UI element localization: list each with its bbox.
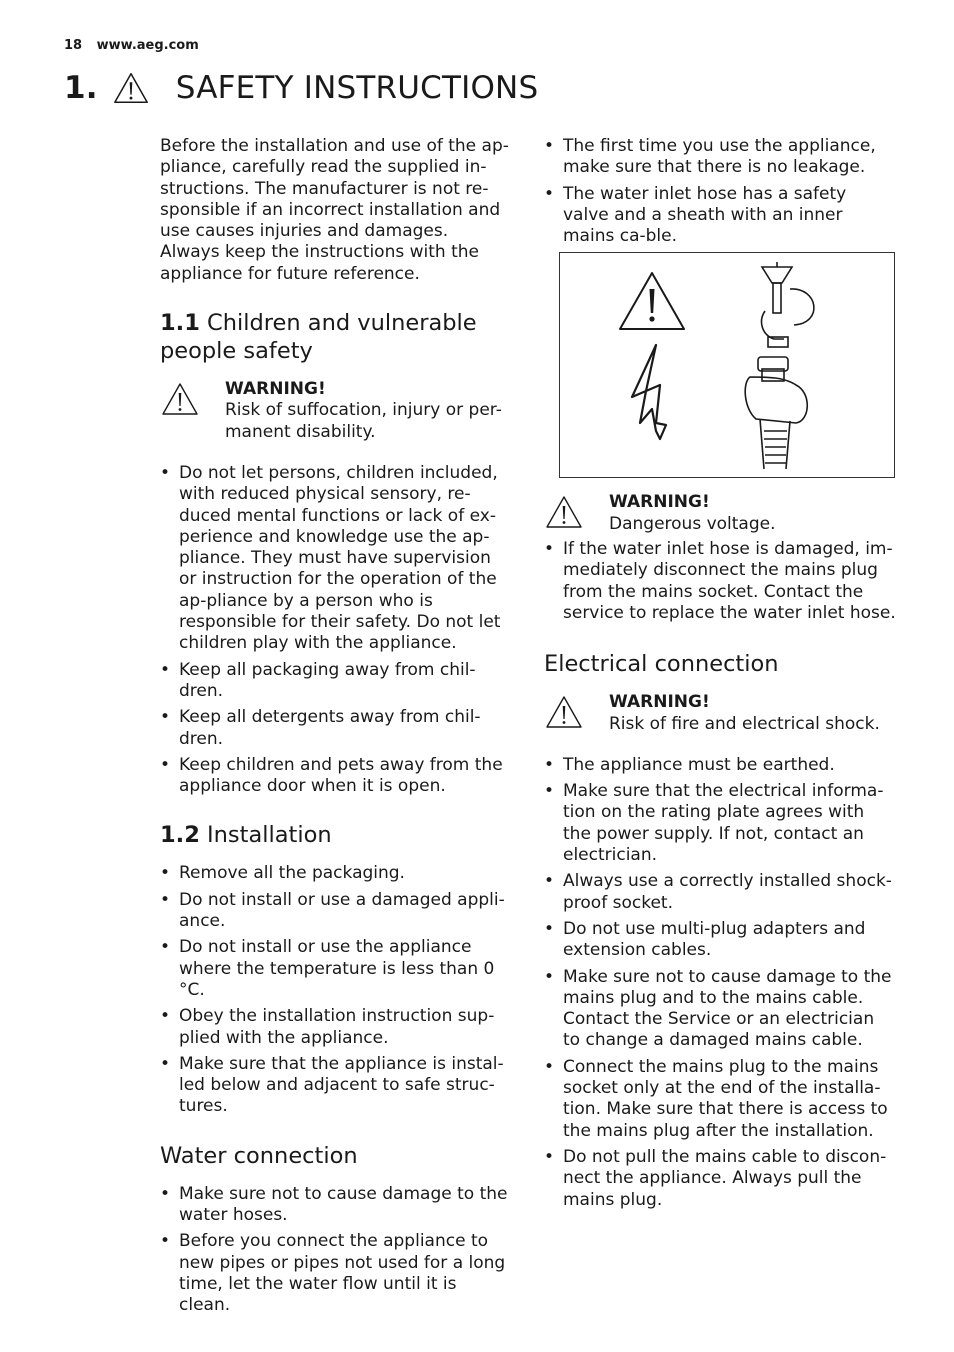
water-tap-icon (762, 262, 814, 347)
section-installation-heading (160, 821, 512, 849)
warning-title: WARNING! (609, 692, 710, 713)
children-list (160, 463, 512, 797)
warning-title: WARNING! (225, 379, 326, 400)
warning-text: Risk of fire and electrical shock. (609, 713, 880, 734)
safety-valve-hose-icon (745, 357, 807, 469)
list-item: • If the water inlet hose is damaged, im-mediately disconnect the mains plug from the mains socket. Contact the service to replace the water inlet hose. (544, 539, 896, 624)
warning-content (609, 492, 776, 535)
warning-triangle-icon (544, 494, 584, 530)
water-list-left (160, 1184, 512, 1317)
warning-block-voltage (544, 492, 896, 535)
list-item: • Do not install or use a damaged appli-ance. (160, 890, 512, 933)
list-item: • Do not use multi-plug adapters and extension cables. (544, 919, 896, 962)
list-item: • Obey the installation instruction sup-plied with the appliance. (160, 1006, 512, 1049)
section-electrical-heading: Electrical connection (544, 651, 779, 678)
warning-title: WARNING! (609, 492, 710, 513)
list-item: • Make sure that the electrical informa-tion on the rating plate agrees with the power supply. If not, contact an electrician. (544, 781, 896, 866)
list-item: • Connect the mains plug to the mains socket only at the end of the installa-tion. Make sure that there is access to the mains plug after the installation. (544, 1057, 896, 1142)
list-item: • Always use a correctly installed shock-proof socket. (544, 871, 896, 914)
warning-triangle-icon (620, 273, 684, 329)
warning-block-fire (544, 692, 896, 735)
warning-triangle-icon (112, 70, 150, 106)
list-item: • Make sure that the appliance is instal-led below and adjacent to safe struc-tures. (160, 1054, 512, 1118)
left-column (160, 136, 512, 1340)
water-list-after (544, 539, 896, 624)
section-number: 1.2 (160, 822, 200, 849)
installation-list (160, 863, 512, 1117)
list-item: • Before you connect the appliance to new pipes or pipes not used for a long time, let the water flow until it is clean. (160, 1231, 512, 1316)
list-item: • Keep all packaging away from chil-dren. (160, 660, 512, 703)
warning-block-suffocation (160, 379, 512, 443)
safety-valve-figure (559, 252, 895, 478)
warning-triangle-icon (160, 381, 200, 417)
intro-paragraph: Before the installation and use of the ap-pliance, carefully read the supplied in-structions. The manufacturer is not re-sponsible if an incorrect installation and use causes injuries and damages. Always keep the instructions with the appliance for future reference. (160, 136, 509, 284)
page-number: 18 (64, 38, 83, 53)
figure-illustration (560, 253, 894, 477)
list-item: • Keep children and pets away from the appliance door when it is open. (160, 755, 512, 798)
list-item: • Do not install or use the appliance where the temperature is less than 0 °C. (160, 937, 512, 1001)
page-title (64, 68, 538, 108)
section-water-heading: Water connection (160, 1142, 358, 1169)
warning-text: Risk of suffocation, injury or per-manent disability. (225, 400, 502, 442)
title-number: 1. (64, 70, 98, 106)
section-children-heading (160, 309, 512, 365)
section-title: Children and vulnerable people safety (160, 310, 477, 365)
warning-triangle-icon (544, 694, 584, 730)
title-text: SAFETY INSTRUCTIONS (175, 70, 539, 106)
list-item: • The water inlet hose has a safety valve and a sheath with an inner mains ca-ble. (544, 184, 896, 248)
warning-content (609, 692, 880, 735)
list-item: • Make sure not to cause damage to the water hoses. (160, 1184, 512, 1227)
warning-content (225, 379, 512, 443)
list-item: • The first time you use the appliance, make sure that there is no leakage. (544, 136, 896, 179)
lightning-bolt-icon (632, 345, 666, 439)
section-number: 1.1 (160, 310, 200, 337)
list-item: • Make sure not to cause damage to the mains plug and to the mains cable. Contact the Service or an electrician to change a damaged mains cable. (544, 967, 896, 1052)
electrical-list (544, 755, 896, 1211)
list-item: • Do not pull the mains cable to discon-nect the appliance. Always pull the mains plug. (544, 1147, 896, 1211)
site-url[interactable]: www.aeg.com (96, 38, 199, 53)
page-header (64, 38, 199, 53)
list-item: • Do not let persons, children included, with reduced physical sensory, re-duced mental functions or lack of ex-perience and knowledge use the ap-pliance. They must have supervision or instruction for the operation of the ap-pliance by a person who is responsible for their safety. Do not let children play with the appliance. (160, 463, 512, 655)
water-list-right (544, 136, 896, 247)
list-item: • Keep all detergents away from chil-dren. (160, 707, 512, 750)
list-item: • The appliance must be earthed. (544, 755, 896, 776)
right-column (544, 136, 896, 1235)
warning-text: Dangerous voltage. (609, 513, 776, 534)
list-item: • Remove all the packaging. (160, 863, 512, 884)
section-title: Installation (207, 822, 332, 849)
